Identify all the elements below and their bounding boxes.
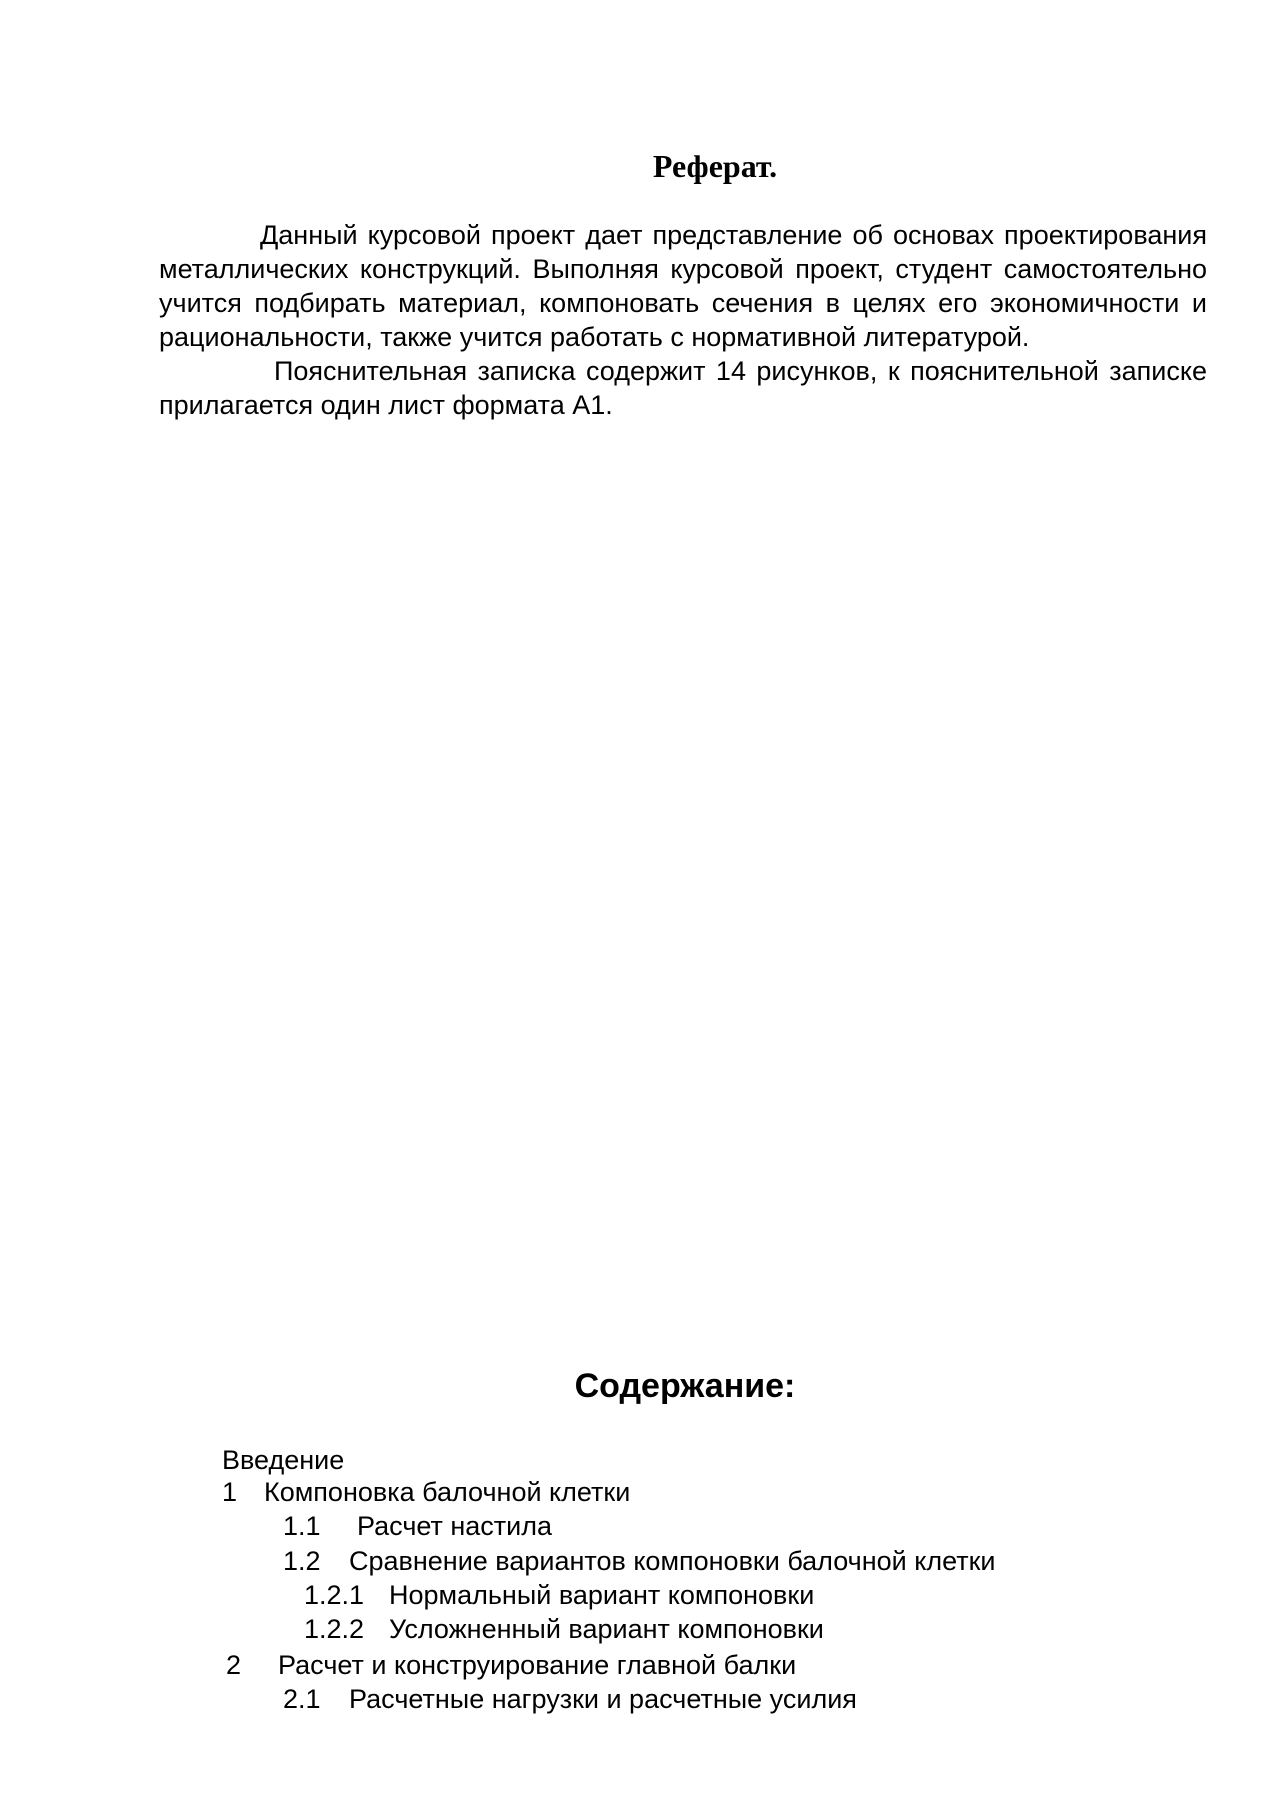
toc-entry-number: 1.1 [283,1511,321,1541]
toc-entry [283,1544,995,1578]
toc-title: Содержание: [574,1367,796,1405]
toc-entry-text: Расчет настила [357,1511,553,1541]
toc-entry-text: Введение [222,1445,345,1475]
toc-entry [222,1443,344,1477]
toc-entry [283,1509,552,1543]
toc-entry [226,1648,796,1682]
abstract-paragraph: Пояснительная записка содержит 14 рисунков, к пояснительной записке прилагается один лист формата А1. [159,356,1207,420]
toc-entry [304,1578,814,1612]
toc-entry-text: Усложненный вариант компоновки [389,1614,824,1644]
abstract-title: Реферат. [652,148,778,184]
toc-entry-text: Нормальный вариант компоновки [389,1580,815,1610]
toc-entry-number: 2 [226,1650,242,1680]
toc-entry [222,1475,630,1509]
abstract-body [159,218,1207,422]
toc-entry-number: 1 [222,1477,238,1507]
toc-entry-text: Расчетные нагрузки и расчетные усилия [349,1684,857,1714]
abstract-paragraph: Данный курсовой проект дает представление об основах проектирования металлических конструкций. Выполняя курсовой проект, студент самостоятельно учится подбирать материал, компоновать сечения в целях его экономичности и рациональности, также учится работать с нормативной литературой. [159,220,1207,352]
toc-entry-text: Расчет и конструирование главной балки [278,1650,797,1680]
toc-entry-text: Компоновка балочной клетки [264,1477,631,1507]
toc-entry-number: 1.2 [283,1546,321,1576]
toc-entry-text: Сравнение вариантов компоновки балочной клетки [349,1546,996,1576]
toc-entry [283,1682,857,1716]
toc-entry-number: 1.2.2 [304,1614,365,1644]
toc-entry [304,1612,824,1646]
toc-entry-number: 1.2.1 [304,1580,365,1610]
toc-entry-number: 2.1 [283,1684,321,1714]
